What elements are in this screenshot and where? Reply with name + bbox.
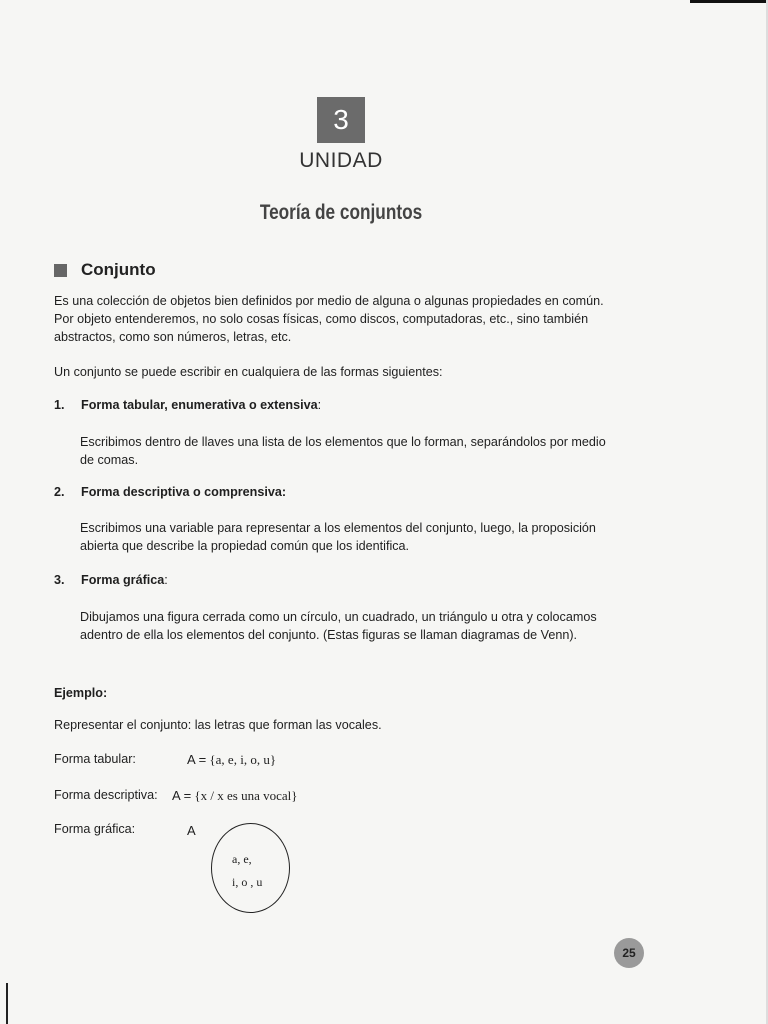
page-number-badge: 25 bbox=[614, 938, 644, 968]
definition-paragraph bbox=[54, 292, 644, 346]
section-heading bbox=[54, 260, 156, 280]
form-description-line: Escribimos una variable para representar a los elementos del conjunto, luego, la proposición bbox=[80, 521, 596, 535]
unit-number-badge: 3 bbox=[317, 97, 365, 143]
form-3-title bbox=[54, 573, 168, 587]
descriptive-form-label: Forma descriptiva: bbox=[54, 788, 158, 802]
form-1-description bbox=[80, 433, 645, 469]
scan-edge-mark bbox=[690, 0, 768, 3]
definition-line: abstractos, como son números, letras, etc. bbox=[54, 330, 292, 344]
form-1-title bbox=[54, 398, 321, 412]
form-title-colon: : bbox=[164, 573, 168, 587]
venn-diagram-circle bbox=[211, 823, 290, 913]
square-bullet-icon bbox=[54, 264, 67, 277]
form-description-line: de comas. bbox=[80, 453, 139, 467]
graphic-form-label: Forma gráfica: bbox=[54, 822, 136, 836]
form-description-line: Dibujamos una figura cerrada como un círculo, un cuadrado, un triángulo u otra y colocamos bbox=[80, 610, 597, 624]
page-title: Teoría de conjuntos bbox=[259, 201, 423, 224]
example-label: Ejemplo: bbox=[54, 686, 108, 700]
venn-set-label: A bbox=[187, 823, 196, 838]
form-title-text: Forma tabular, enumerativa o extensiva bbox=[81, 398, 318, 412]
form-title-colon: : bbox=[317, 398, 322, 412]
definition-line: Es una colección de objetos bien definidos por medio de alguna o algunas propiedades en común. bbox=[54, 294, 604, 308]
definition-line: Por objeto entenderemos, no solo cosas físicas, como discos, computadoras, etc., sino también bbox=[54, 312, 589, 326]
formula-set: {x / x es una vocal} bbox=[194, 788, 298, 803]
tabular-form-label: Forma tabular: bbox=[54, 752, 136, 766]
scan-edge-mark bbox=[6, 983, 8, 1024]
example-statement: Representar el conjunto: las letras que forman las vocales. bbox=[54, 718, 382, 732]
tabular-form-formula bbox=[187, 752, 276, 768]
form-3-description bbox=[80, 608, 645, 644]
venn-elements-line: i, o , u bbox=[232, 875, 263, 889]
descriptive-form-formula bbox=[172, 788, 298, 804]
unit-label: UNIDAD bbox=[299, 149, 383, 172]
formula-set: {a, e, i, o, u} bbox=[209, 752, 277, 767]
form-number: 3. bbox=[54, 573, 65, 587]
form-title-text: Forma descriptiva o comprensiva: bbox=[81, 485, 287, 499]
form-title-text: Forma gráfica bbox=[81, 573, 165, 587]
form-description-line: Escribimos dentro de llaves una lista de los elementos que lo forman, separándolos por medio bbox=[80, 435, 606, 449]
form-number: 1. bbox=[54, 398, 65, 412]
form-description-line: adentro de ella los elementos del conjunto. (Estas figuras se llaman diagramas de Venn). bbox=[80, 628, 578, 642]
formula-lhs: A = bbox=[172, 788, 192, 803]
form-2-title bbox=[54, 485, 286, 499]
form-2-description bbox=[80, 519, 645, 555]
form-number: 2. bbox=[54, 485, 65, 499]
form-description-line: abierta que describe la propiedad común que los identifica. bbox=[80, 539, 410, 553]
venn-elements-line: a, e, bbox=[232, 852, 252, 866]
section-heading-text: Conjunto bbox=[81, 260, 156, 279]
forms-intro: Un conjunto se puede escribir en cualquiera de las formas siguientes: bbox=[54, 365, 443, 379]
formula-lhs: A = bbox=[187, 752, 207, 767]
